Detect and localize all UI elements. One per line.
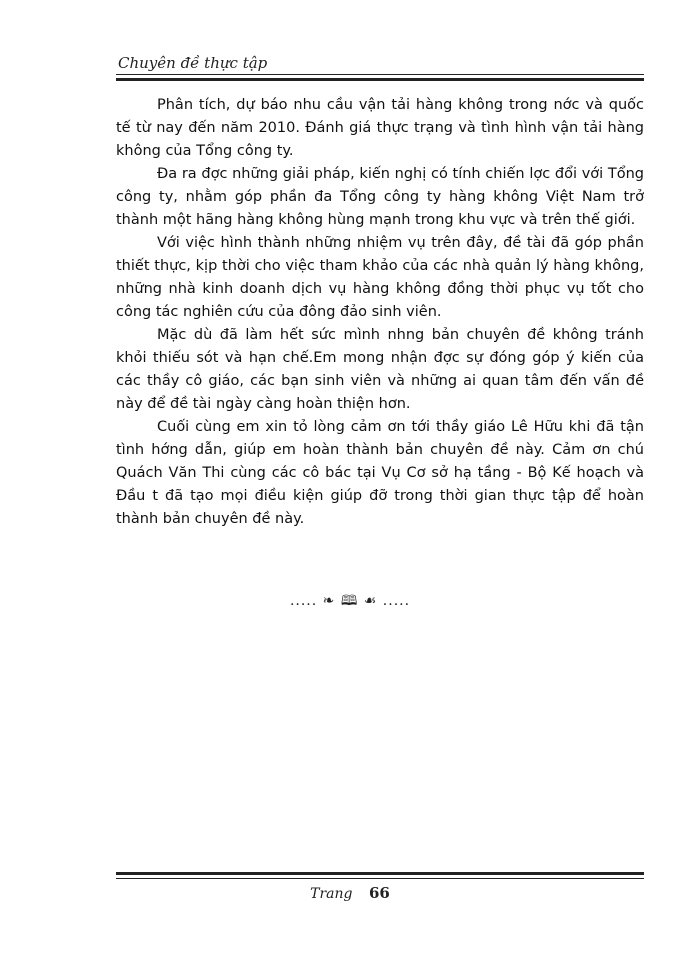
header-rule <box>116 74 644 75</box>
paragraph: Đa ra đợc những giải pháp, kiến nghị có tính chiến lợc đổi với Tổng công ty, nhằm góp phần đa Tổng công ty hàng không Việt Nam trở thành một hãng hàng không hùng mạnh trong khu vực và trên thế giới. <box>116 166 644 228</box>
footer-rule-thick <box>116 872 644 875</box>
paragraph: Với việc hình thành những nhiệm vụ trên đây, đề tài đã góp phần thiết thực, kịp thời cho việc tham khảo của các nhà quản lý hàng không, những nhà kinh doanh dịch vụ hàng không đồng thời phục vụ tốt cho công tác nghiên cứu của đông đảo sinh viên. <box>116 235 644 320</box>
section-ornament: ..... ❧ 🕮 ☙ ..... <box>289 593 411 609</box>
page-footer <box>0 884 700 902</box>
paragraph: Cuối cùng em xin tỏ lòng cảm ơn tới thầy giáo Lê Hữu khi đã tận tình hớng dẫn, giúp em hoàn thành bản chuyên đề này. Cảm ơn chú Quách Văn Thi cùng các cô bác tại Vụ Cơ sở hạ tầng - Bộ Kế hoạch và Đầu t đã tạo mọi điều kiện giúp đỡ trong thời gian thực tập để hoàn thành bản chuyên đề này. <box>116 419 644 527</box>
page-number: 66 <box>368 884 390 902</box>
body-text <box>116 94 644 531</box>
footer-rule <box>116 878 644 879</box>
page-label: Trang <box>310 886 353 902</box>
header-rule-thick <box>116 78 644 81</box>
header-title: Chuyên đề thực tập <box>118 54 268 72</box>
paragraph: Mặc dù đã làm hết sức mình nhng bản chuyên đề không tránh khỏi thiếu sót và hạn chế.Em mong nhận đợc sự đóng góp ý kiến của các thầy cô giáo, các bạn sinh viên và những ai quan tâm đến vấn đề này để đề tài ngày càng hoàn thiện hơn. <box>116 327 644 412</box>
paragraph: Phân tích, dự báo nhu cầu vận tải hàng không trong nớc và quốc tế từ nay đến năm 2010. Đánh giá thực trạng và tình hình vận tải hàng không của Tổng công ty. <box>116 97 644 159</box>
